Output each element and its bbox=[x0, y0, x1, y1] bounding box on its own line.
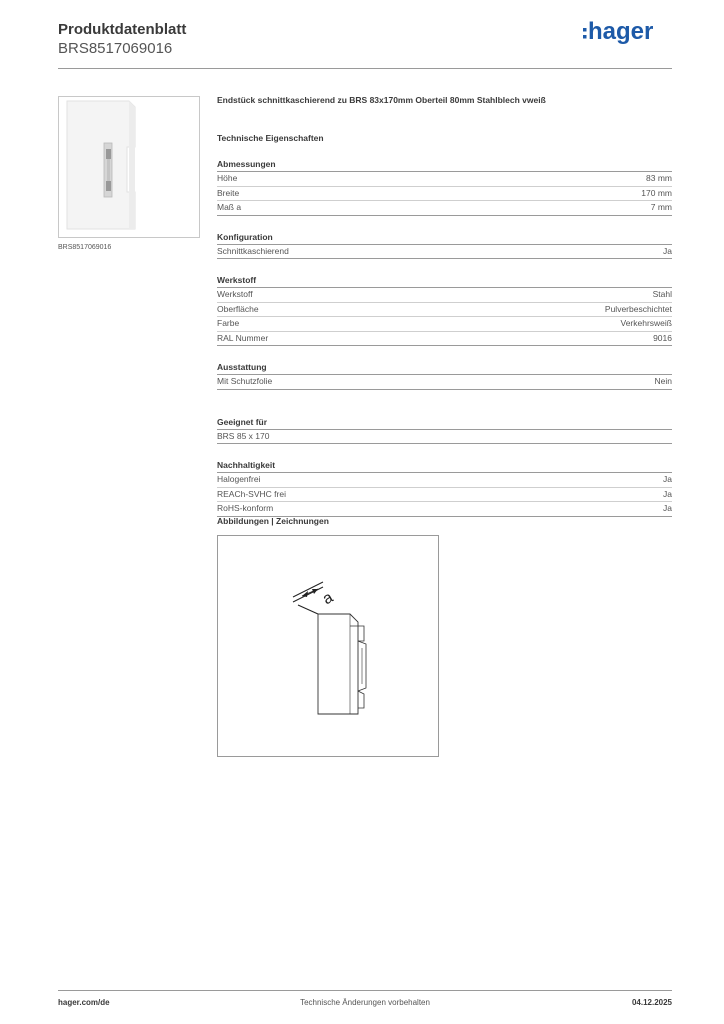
spec-row bbox=[217, 375, 672, 390]
section-title: Ausstattung bbox=[217, 361, 672, 375]
spec-value: Ja bbox=[663, 245, 672, 256]
dimension-drawing bbox=[218, 536, 438, 756]
tech-properties-heading: Technische Eigenschaften bbox=[217, 133, 324, 143]
spec-value: Ja bbox=[663, 503, 672, 513]
spec-row bbox=[217, 288, 672, 303]
logo-text: hager bbox=[588, 18, 654, 45]
spec-label: Schnittkaschierend bbox=[217, 245, 289, 256]
spec-row bbox=[217, 473, 672, 488]
footer-divider bbox=[58, 990, 672, 991]
section-title: Werkstoff bbox=[217, 274, 672, 288]
spec-row bbox=[217, 317, 672, 332]
section-title: Konfiguration bbox=[217, 231, 672, 245]
spec-label: Mit Schutzfolie bbox=[217, 376, 273, 386]
section-title: Abmessungen bbox=[217, 158, 672, 172]
spec-section-dimensions bbox=[217, 158, 672, 216]
footer-notice: Technische Änderungen vorbehalten bbox=[300, 998, 430, 1007]
spec-row bbox=[217, 245, 672, 260]
spec-value: Verkehrsweiß bbox=[620, 318, 672, 328]
spec-label: Maß a bbox=[217, 202, 242, 212]
spec-value: Ja bbox=[663, 474, 672, 484]
header-divider bbox=[58, 68, 672, 69]
spec-label: RoHS-konform bbox=[217, 503, 274, 513]
spec-label: Farbe bbox=[217, 318, 240, 328]
spec-label: Oberfläche bbox=[217, 303, 259, 314]
footer-date: 04.12.2025 bbox=[631, 998, 672, 1007]
spec-row bbox=[217, 430, 672, 445]
hager-logo bbox=[582, 18, 672, 46]
spec-row bbox=[217, 488, 672, 503]
spec-label: REACh-SVHC frei bbox=[217, 488, 286, 499]
spec-row bbox=[217, 303, 672, 318]
spec-value: Pulverbeschichtet bbox=[604, 303, 672, 314]
spec-row bbox=[217, 172, 672, 187]
spec-section-material bbox=[217, 274, 672, 346]
spec-row bbox=[217, 187, 672, 202]
spec-value: Stahl bbox=[652, 289, 672, 299]
product-name: Endstück schnittkaschierend zu BRS 83x170mm Oberteil 80mm Stahlblech vweiß bbox=[217, 95, 546, 105]
article-number: BRS8517069016 bbox=[58, 40, 173, 57]
spec-section-configuration bbox=[217, 231, 672, 260]
spec-section-equipment bbox=[217, 361, 672, 390]
spec-value: 9016 bbox=[653, 332, 672, 343]
section-title: Nachhaltigkeit bbox=[217, 459, 672, 473]
technical-drawing bbox=[217, 535, 439, 757]
spec-value: Ja bbox=[663, 488, 672, 499]
spec-label: Höhe bbox=[217, 173, 238, 183]
spec-value: 7 mm bbox=[650, 202, 672, 212]
spec-value: Nein bbox=[654, 376, 672, 386]
end-piece-image bbox=[59, 97, 199, 237]
page-header bbox=[58, 18, 672, 59]
spec-value: 83 mm bbox=[646, 173, 672, 183]
document-title: Produktdatenblatt bbox=[58, 21, 187, 38]
product-specs bbox=[217, 95, 672, 517]
spec-section-suitable-for bbox=[217, 416, 672, 445]
spec-value: 170 mm bbox=[641, 187, 672, 198]
figures-heading: Abbildungen | Zeichnungen bbox=[217, 516, 329, 526]
spec-label: Breite bbox=[217, 187, 240, 198]
dimension-a-label: a bbox=[319, 588, 337, 609]
spec-label: Halogenfrei bbox=[217, 474, 261, 484]
spec-label: BRS 85 x 170 bbox=[217, 430, 270, 441]
spec-row bbox=[217, 332, 672, 347]
spec-row bbox=[217, 201, 672, 216]
spec-label: Werkstoff bbox=[217, 289, 253, 299]
thumbnail-caption: BRS8517069016 bbox=[58, 244, 112, 251]
section-title: Geeignet für bbox=[217, 416, 672, 430]
spec-label: RAL Nummer bbox=[217, 332, 269, 343]
product-thumbnail bbox=[58, 96, 200, 238]
spec-section-sustainability bbox=[217, 459, 672, 517]
spec-row bbox=[217, 502, 672, 517]
footer-website-link[interactable]: hager.com/de bbox=[58, 998, 110, 1007]
